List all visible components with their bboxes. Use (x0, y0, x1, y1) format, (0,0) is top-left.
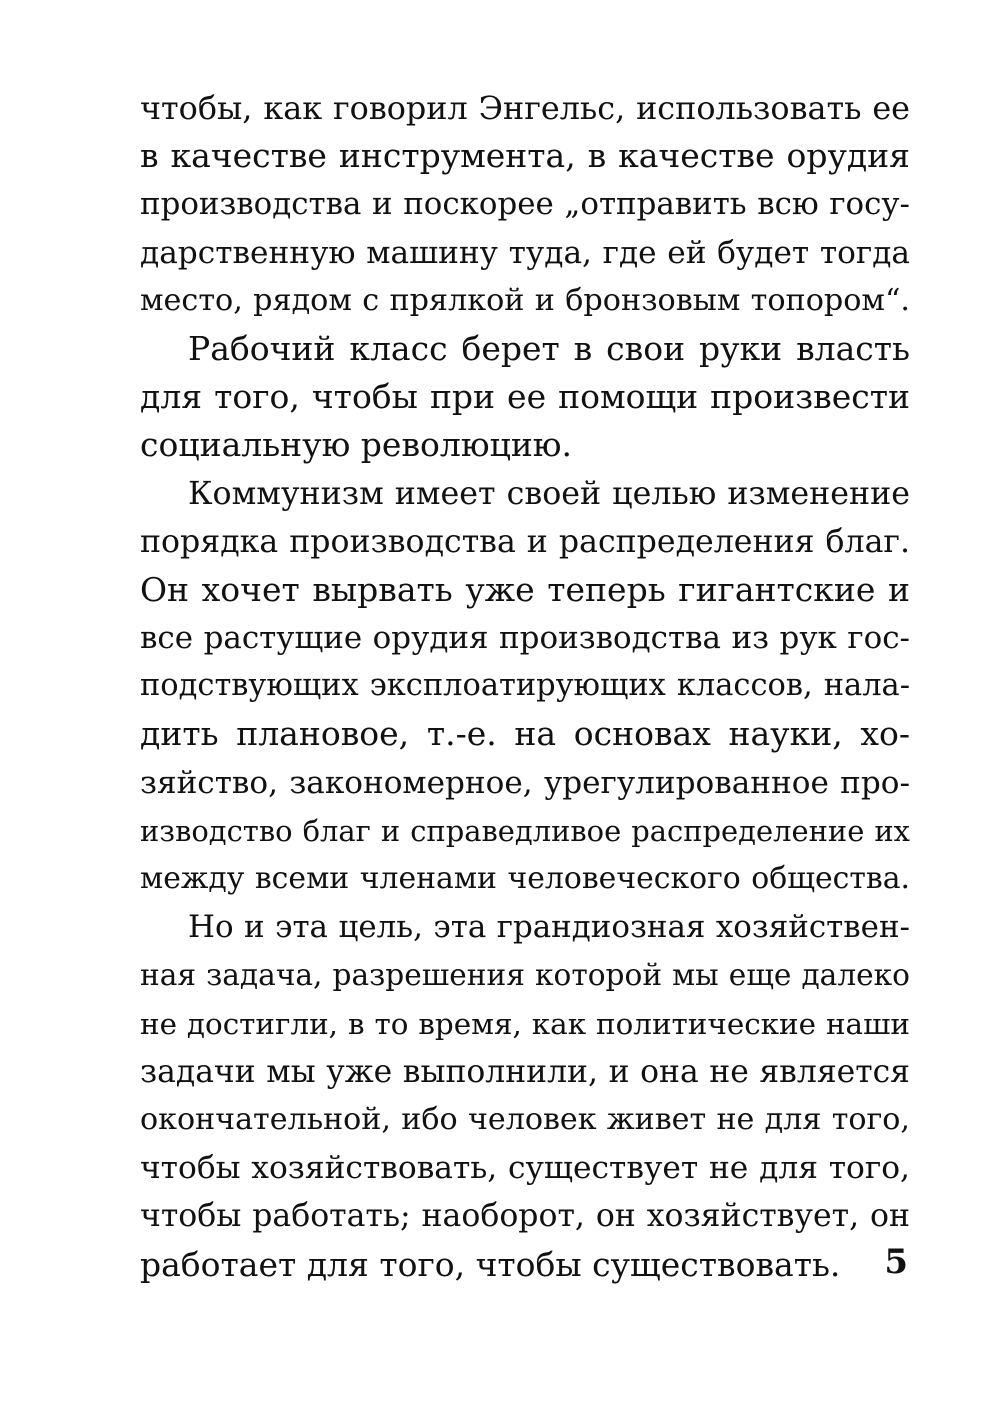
text-line: дарственную машину туда, где ей будет тогда (140, 234, 910, 271)
text-line: чтобы работать; наоборот, он хозяйствует, он (140, 1198, 910, 1235)
text-line: Коммунизм имеет своей целью изменение (188, 475, 910, 512)
text-line: ная задача, разрешения которой мы еще далеко (140, 958, 910, 993)
text-line: между всеми членами человеческого общества. (140, 861, 910, 896)
text-line: Рабочий класс берет в свои руки власть (188, 328, 910, 368)
text-line: изводство благ и справедливое распределение их (140, 813, 910, 848)
body-text (140, 84, 910, 1289)
text-line: производства и поскорее „отправить всю госу- (140, 186, 910, 223)
page-number: 5 (884, 1242, 908, 1282)
text-line: социальную революцию. (140, 425, 573, 465)
text-line: все растущие орудия производства из рук гос- (140, 620, 910, 657)
text-line: работает для того, чтобы существовать. (140, 1244, 841, 1284)
text-line: окончательной, ибо человек живет не для того, (140, 1101, 910, 1137)
text-line: дить плановое, т.-е. на основах науки, хо- (140, 714, 910, 754)
text-line: Он хочет вырвать уже теперь гигантские и (140, 569, 910, 609)
text-line: порядка производства и распределения благ. (140, 523, 910, 560)
paragraph (140, 84, 910, 325)
text-line: задачи мы уже выполнили, и она не является (140, 1053, 910, 1090)
text-line: место, рядом с прялкой и бронзовым топором“. (140, 282, 910, 318)
text-line: чтобы хозяйствовать, существует не для того, (140, 1150, 910, 1187)
paragraph (140, 903, 910, 1289)
text-line: подствующих эксплоатирующих классов, нала- (140, 668, 910, 704)
text-line: для того, чтобы при ее помощи произвести (140, 377, 910, 417)
paragraph (140, 325, 910, 470)
text-line: зяйство, закономерное, урегулированное про- (140, 764, 910, 801)
paragraph (140, 470, 910, 904)
text-line: не достигли, в то время, как политические наши (140, 1006, 910, 1041)
text-line: Но и эта цель, эта грандиозная хозяйствен- (188, 909, 910, 946)
text-line: чтобы, как говорил Энгельс, использовать ее (140, 89, 910, 127)
text-line: в качестве инструмента, в качестве орудия (140, 136, 910, 176)
